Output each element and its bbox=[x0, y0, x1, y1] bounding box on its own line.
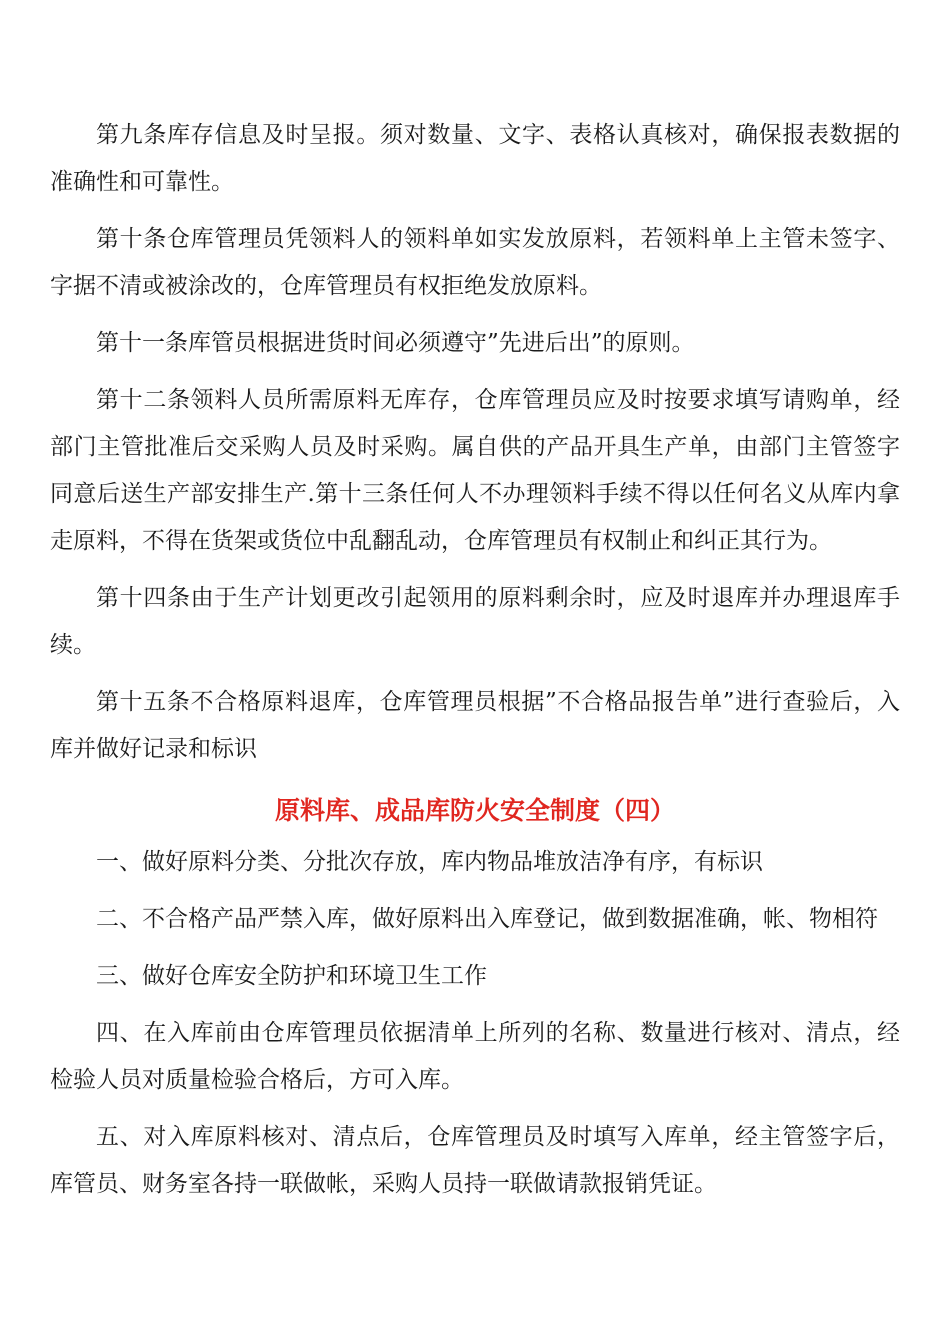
paragraph-item-5: 五、对入库原料核对、清点后，仓库管理员及时填写入库单，经主管签字后，库管员、财务室各持一联做帐，采购人员持一联做请款报销凭证。 bbox=[50, 1124, 900, 1197]
section-title: 原料库、成品库防火安全制度（四） bbox=[274, 796, 675, 825]
paragraph-item-3: 三、做好仓库安全防护和环境卫生工作 bbox=[96, 963, 487, 989]
paragraph-item-1: 一、做好原料分类、分批次存放，库内物品堆放洁净有序，有标识 bbox=[96, 849, 763, 875]
paragraph-article-9: 第九条库存信息及时呈报。须对数量、文字、表格认真核对，确保报表数据的准确性和可靠性。 bbox=[50, 122, 900, 195]
document-body bbox=[50, 112, 900, 1218]
paragraph-article-12-13: 第十二条领料人员所需原料无库存，仓库管理员应及时按要求填写请购单，经部门主管批准后交采购人员及时采购。属自供的产品开具生产单，由部门主管签字同意后送生产部安排生产.第十三条任何人不办理领料手续不得以任何名义从库内拿走原料，不得在货架或货位中乱翻乱动，仓库管理员有权制止和纠正其行为。 bbox=[50, 387, 900, 554]
paragraph-item-2: 二、不合格产品严禁入库，做好原料出入库登记，做到数据准确，帐、物相符 bbox=[96, 906, 878, 932]
paragraph-article-15: 第十五条不合格原料退库，仓库管理员根据”不合格品报告单”进行查验后，入库并做好记录和标识 bbox=[50, 689, 900, 762]
paragraph-article-11: 第十一条库管员根据进货时间必须遵守”先进后出”的原则。 bbox=[96, 330, 695, 356]
paragraph-article-14: 第十四条由于生产计划更改引起领用的原料剩余时，应及时退库并办理退库手续。 bbox=[50, 585, 900, 658]
paragraph-item-4: 四、在入库前由仓库管理员依据清单上所列的名称、数量进行核对、清点，经检验人员对质量检验合格后，方可入库。 bbox=[50, 1020, 900, 1093]
paragraph-article-10: 第十条仓库管理员凭领料人的领料单如实发放原料，若领料单上主管未签字、字据不清或被涂改的，仓库管理员有权拒绝发放原料。 bbox=[50, 226, 900, 299]
